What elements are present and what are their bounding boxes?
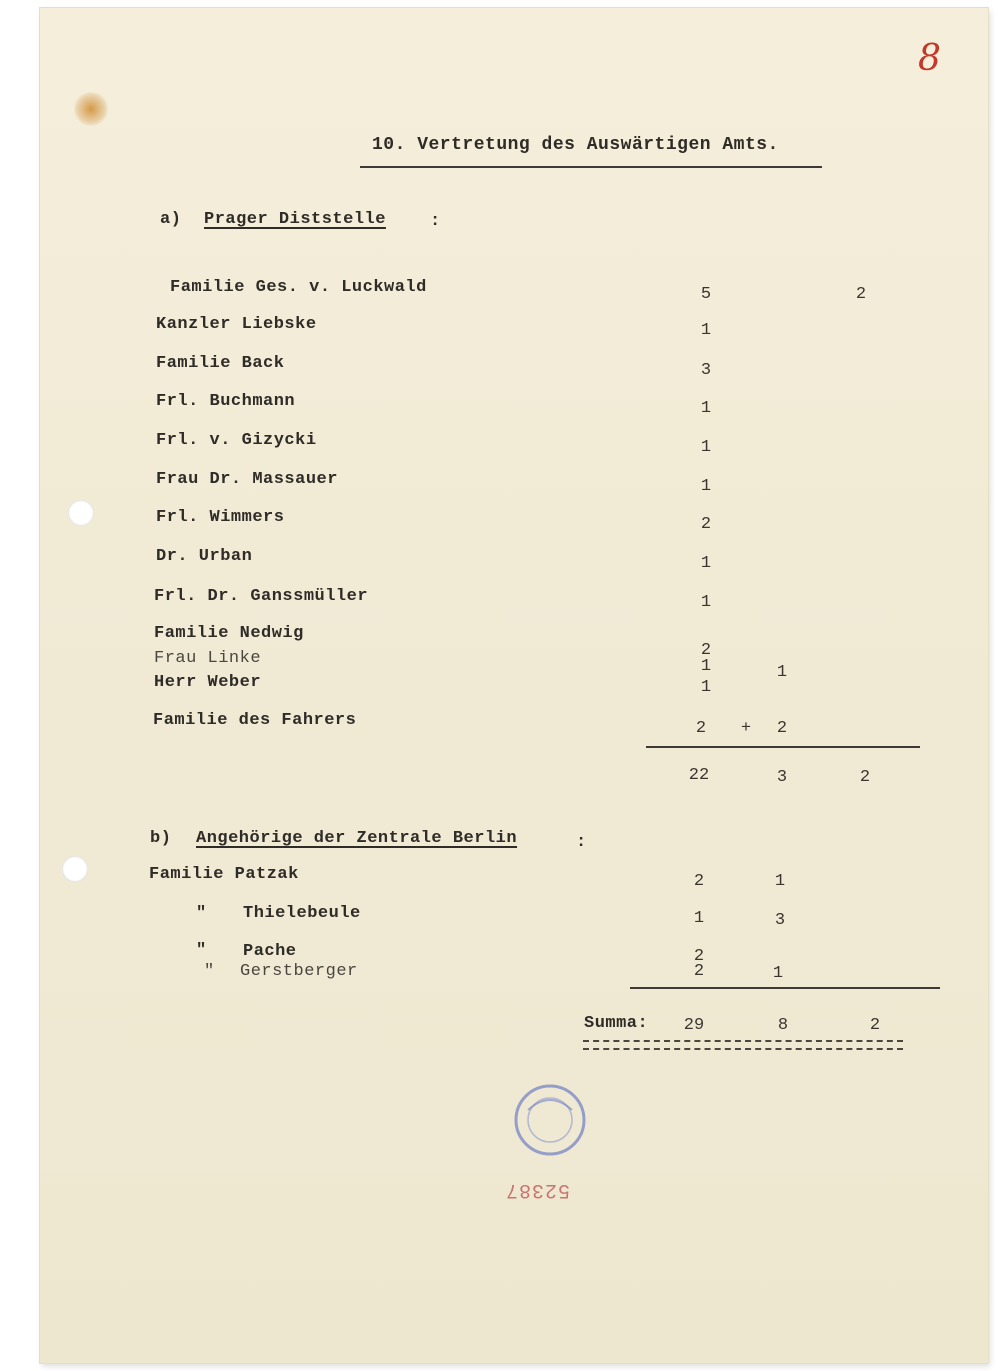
title-underline xyxy=(360,166,822,168)
row-count-col1: 2 xyxy=(700,641,712,660)
row-name: Gerstberger xyxy=(240,962,358,981)
row-count-col1: 2 xyxy=(700,515,712,534)
row-name: Dr. Urban xyxy=(156,547,253,566)
row-name: Frau Linke xyxy=(154,649,262,668)
row-count-col1: 2 xyxy=(693,872,705,891)
row-count-col1: 1 xyxy=(700,399,712,418)
section-a-heading: Prager Diststelle xyxy=(204,210,386,229)
ditto-mark: " xyxy=(204,962,215,981)
document-title: 10. Vertretung des Auswärtigen Amts. xyxy=(372,135,779,155)
row-count-col1: 3 xyxy=(700,361,712,380)
row-name: Frl. v. Gizycki xyxy=(156,431,317,450)
row-count-col1: 1 xyxy=(700,321,712,340)
row-count-col1: 5 xyxy=(700,285,712,304)
row-count-col1: 2 xyxy=(693,962,705,981)
row-count-col1: 1 xyxy=(700,657,712,676)
row-name: Familie Ges. v. Luckwald xyxy=(170,278,427,297)
row-name: Frl. Wimmers xyxy=(156,508,285,527)
subtotal-rule xyxy=(646,746,920,748)
row-name: Familie des Fahrers xyxy=(153,711,357,730)
ditto-mark: " xyxy=(196,904,207,923)
section-b-label: b) xyxy=(150,829,172,848)
archive-stamp xyxy=(510,1080,590,1160)
total-col1: 29 xyxy=(683,1016,705,1035)
total-rule xyxy=(630,987,940,989)
section-a-label: a) xyxy=(160,210,182,229)
row-count-col2: 1 xyxy=(772,964,784,983)
archive-number: 52387 xyxy=(505,1178,571,1201)
double-underline xyxy=(583,1040,903,1050)
subtotal-col2: 3 xyxy=(776,768,788,787)
rust-stain xyxy=(74,92,108,126)
row-count-col1: 1 xyxy=(693,909,705,928)
row-name: Pache xyxy=(243,942,297,961)
row-count-col1: 1 xyxy=(700,593,712,612)
row-name: Frl. Dr. Ganssmüller xyxy=(154,587,369,606)
row-name: Familie Back xyxy=(156,354,285,373)
row-count-col1: 2 xyxy=(693,947,705,966)
row-count-col2: 3 xyxy=(774,911,786,930)
ditto-mark: " xyxy=(196,941,207,960)
row-count-col1: 2 xyxy=(695,719,707,738)
punch-hole-bottom xyxy=(62,856,88,882)
total-col3: 2 xyxy=(869,1016,881,1035)
section-a-colon: : xyxy=(430,212,441,231)
subtotal-col1: 22 xyxy=(688,766,710,785)
page-number: 8 xyxy=(918,38,941,79)
row-count-col1: 1 xyxy=(700,438,712,457)
row-count-col1: 1 xyxy=(700,477,712,496)
row-name: Familie Nedwig xyxy=(154,624,304,643)
total-label: Summa: xyxy=(584,1014,649,1033)
row-count-col2: 1 xyxy=(776,663,788,682)
row-name: Frau Dr. Massauer xyxy=(156,470,338,489)
row-name: Familie Patzak xyxy=(149,865,299,884)
section-b-colon: : xyxy=(576,833,587,852)
row-count-col1: 1 xyxy=(700,678,712,697)
row-count-col2: 2 xyxy=(776,719,788,738)
row-name: Frl. Buchmann xyxy=(156,392,296,411)
row-count-col3: 2 xyxy=(855,285,867,304)
row-name: Herr Weber xyxy=(154,673,262,692)
section-b-heading: Angehörige der Zentrale Berlin xyxy=(196,829,518,848)
row-count-col1: 1 xyxy=(700,554,712,573)
row-count-col2: 1 xyxy=(774,872,786,891)
total-col2: 8 xyxy=(777,1016,789,1035)
plus-sign: + xyxy=(740,719,752,738)
subtotal-col3: 2 xyxy=(859,768,871,787)
punch-hole-top xyxy=(68,500,94,526)
row-name: Kanzler Liebske xyxy=(156,315,317,334)
row-name: Thielebeule xyxy=(243,904,361,923)
